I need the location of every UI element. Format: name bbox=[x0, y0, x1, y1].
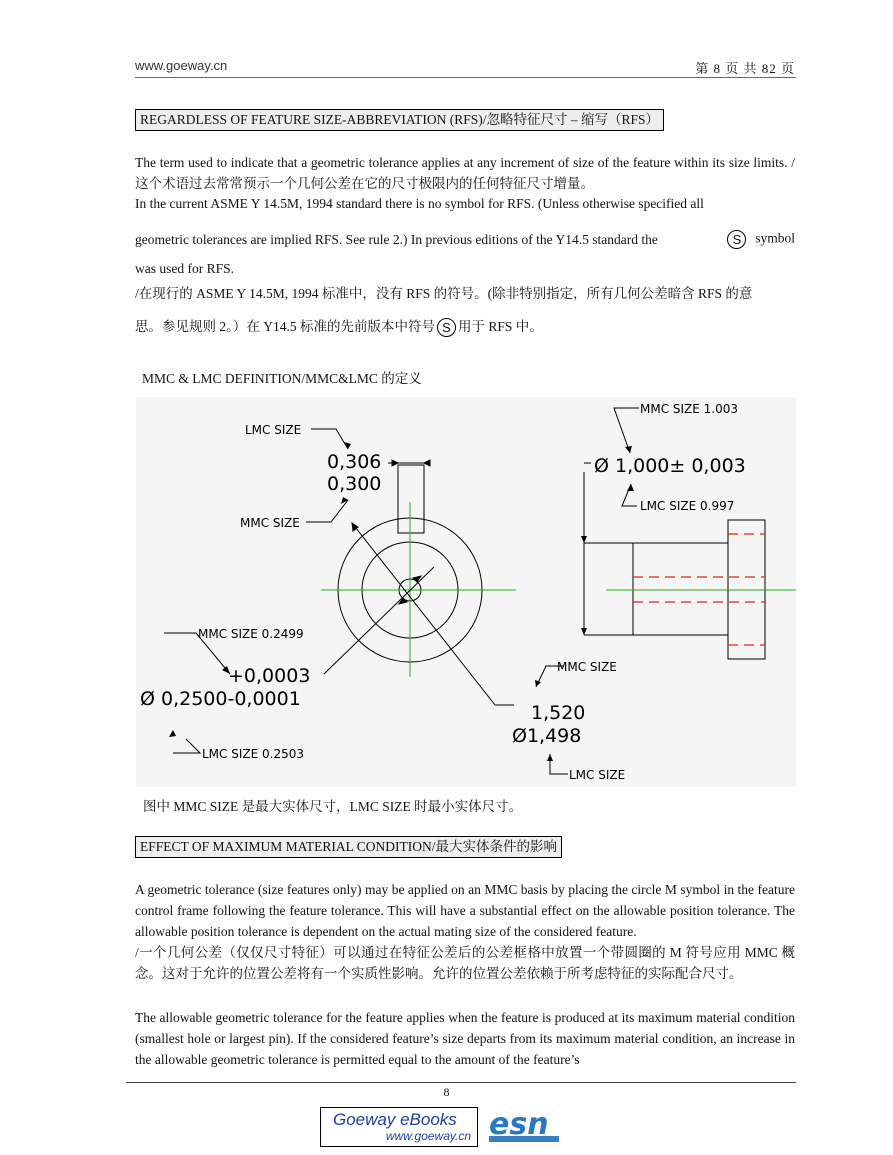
mmc-lmc-figure bbox=[136, 397, 796, 787]
label-dia-2500: Ø 0,2500-0,0001 bbox=[140, 688, 301, 710]
label-mmc-2499: MMC SIZE 0.2499 bbox=[198, 627, 304, 641]
header-site: www.goeway.cn bbox=[135, 58, 228, 73]
logo-title: Goeway eBooks bbox=[333, 1110, 457, 1129]
section-heading-rfs: REGARDLESS OF FEATURE SIZE-ABBREVIATION (RFS)/忽略特征尺寸 – 缩写（RFS） bbox=[135, 109, 664, 131]
label-dia-1000: Ø 1,000± 0,003 bbox=[594, 455, 746, 477]
label-lmc-size-top: LMC SIZE bbox=[245, 423, 302, 437]
label-dim-0306: 0,306 bbox=[327, 451, 382, 473]
label-tol-plus: +0,0003 bbox=[228, 665, 311, 687]
label-dim-1520: 1,520 bbox=[531, 702, 586, 724]
esn-logo-text: esn bbox=[489, 1107, 549, 1142]
mmc-paragraph-1: A geometric tolerance (size features only) may be applied on an MMC basis by placing the circle M symbol in the feature control frame following the feature tolerance. This will have a substantial effect on the allowable position tolerance. The allowable position tolerance is dependent on the actual mating size of the considered feature. bbox=[135, 882, 795, 939]
rfs-paragraph-2c: symbol bbox=[755, 230, 795, 246]
section-heading-mmc: EFFECT OF MAXIMUM MATERIAL CONDITION/最大实体条件的影响 bbox=[135, 836, 562, 858]
rfs-paragraph-2b-line bbox=[135, 230, 795, 249]
goeway-ebooks-logo bbox=[320, 1107, 478, 1147]
label-dim-0300: 0,300 bbox=[327, 473, 382, 495]
footer-rule bbox=[126, 1082, 796, 1083]
header-page-info: 第 8 页 共 82 页 bbox=[695, 61, 795, 76]
rfs-paragraph-3a: /在现行的 ASME Y 14.5M, 1994 标准中，没有 RFS 的符号。(除非特别指定，所有几何公差暗含 RFS 的意 bbox=[135, 286, 753, 301]
s-circle-symbol-icon: S bbox=[437, 318, 456, 337]
mmc-lmc-drawing bbox=[136, 397, 796, 787]
mmc-paragraph-2: /一个几何公差（仅仅尺寸特征）可以通过在特征公差后的公差框格中放置一个带圆圈的 M 符号应用 MMC 概念。这对于允许的位置公差将有一个实质性影响。允许的位置公差依赖于所考虑特征的实际配合尺寸。 bbox=[135, 945, 795, 981]
rfs-paragraph-1: The term used to indicate that a geometric tolerance applies at any increment of size of the feature within its size limits. /这个术语过去常常预示一个几何公差在它的尺寸极限内的任何特征尺寸增量。 bbox=[135, 155, 795, 191]
label-lmc-2503: LMC SIZE 0.2503 bbox=[202, 747, 304, 761]
label-mmc-1003: MMC SIZE 1.003 bbox=[640, 402, 739, 416]
figure-subheading: MMC & LMC DEFINITION/MMC&LMC 的定义 bbox=[142, 371, 422, 386]
rfs-paragraph-3-line bbox=[135, 315, 795, 337]
s-circle-symbol-icon: S bbox=[727, 230, 746, 249]
label-mmc-size-left: MMC SIZE bbox=[240, 516, 300, 530]
label-lmc-size-bottom: LMC SIZE bbox=[569, 768, 626, 782]
label-dia-1498: Ø1,498 bbox=[512, 725, 582, 747]
rfs-paragraph-2d: was used for RFS. bbox=[135, 261, 235, 276]
rfs-paragraph-3b: 思。参见规则 2。）在 Y14.5 标准的先前版本中符号 bbox=[135, 319, 435, 334]
figure-caption: 图中 MMC SIZE 是最大实体尺寸，LMC SIZE 时最小实体尺寸。 bbox=[143, 799, 523, 814]
logo-url: www.goeway.cn bbox=[385, 1129, 471, 1143]
rfs-paragraph-2b: geometric tolerances are implied RFS. See rule 2.) In previous editions of the Y14.5 standard the bbox=[135, 231, 658, 247]
header-rule bbox=[135, 77, 796, 78]
rfs-paragraph-2a: In the current ASME Y 14.5M, 1994 standard there is no symbol for RFS. (Unless otherwise specified all bbox=[135, 196, 704, 211]
esn-logo bbox=[487, 1106, 563, 1146]
label-lmc-0997: LMC SIZE 0.997 bbox=[640, 499, 735, 513]
rfs-paragraph-3c: 用于 RFS 中。 bbox=[458, 319, 543, 334]
mmc-paragraph-3: The allowable geometric tolerance for the feature applies when the feature is produced at its maximum material condition (smallest hole or largest pin). If the considered feature’s size departs from its maximum material condition, an increase in the allowable geometric tolerance is permitted equal to the amount of the feature’s bbox=[135, 1010, 795, 1067]
page-number: 8 bbox=[443, 1085, 450, 1099]
label-mmc-size-right: MMC SIZE bbox=[557, 660, 617, 674]
